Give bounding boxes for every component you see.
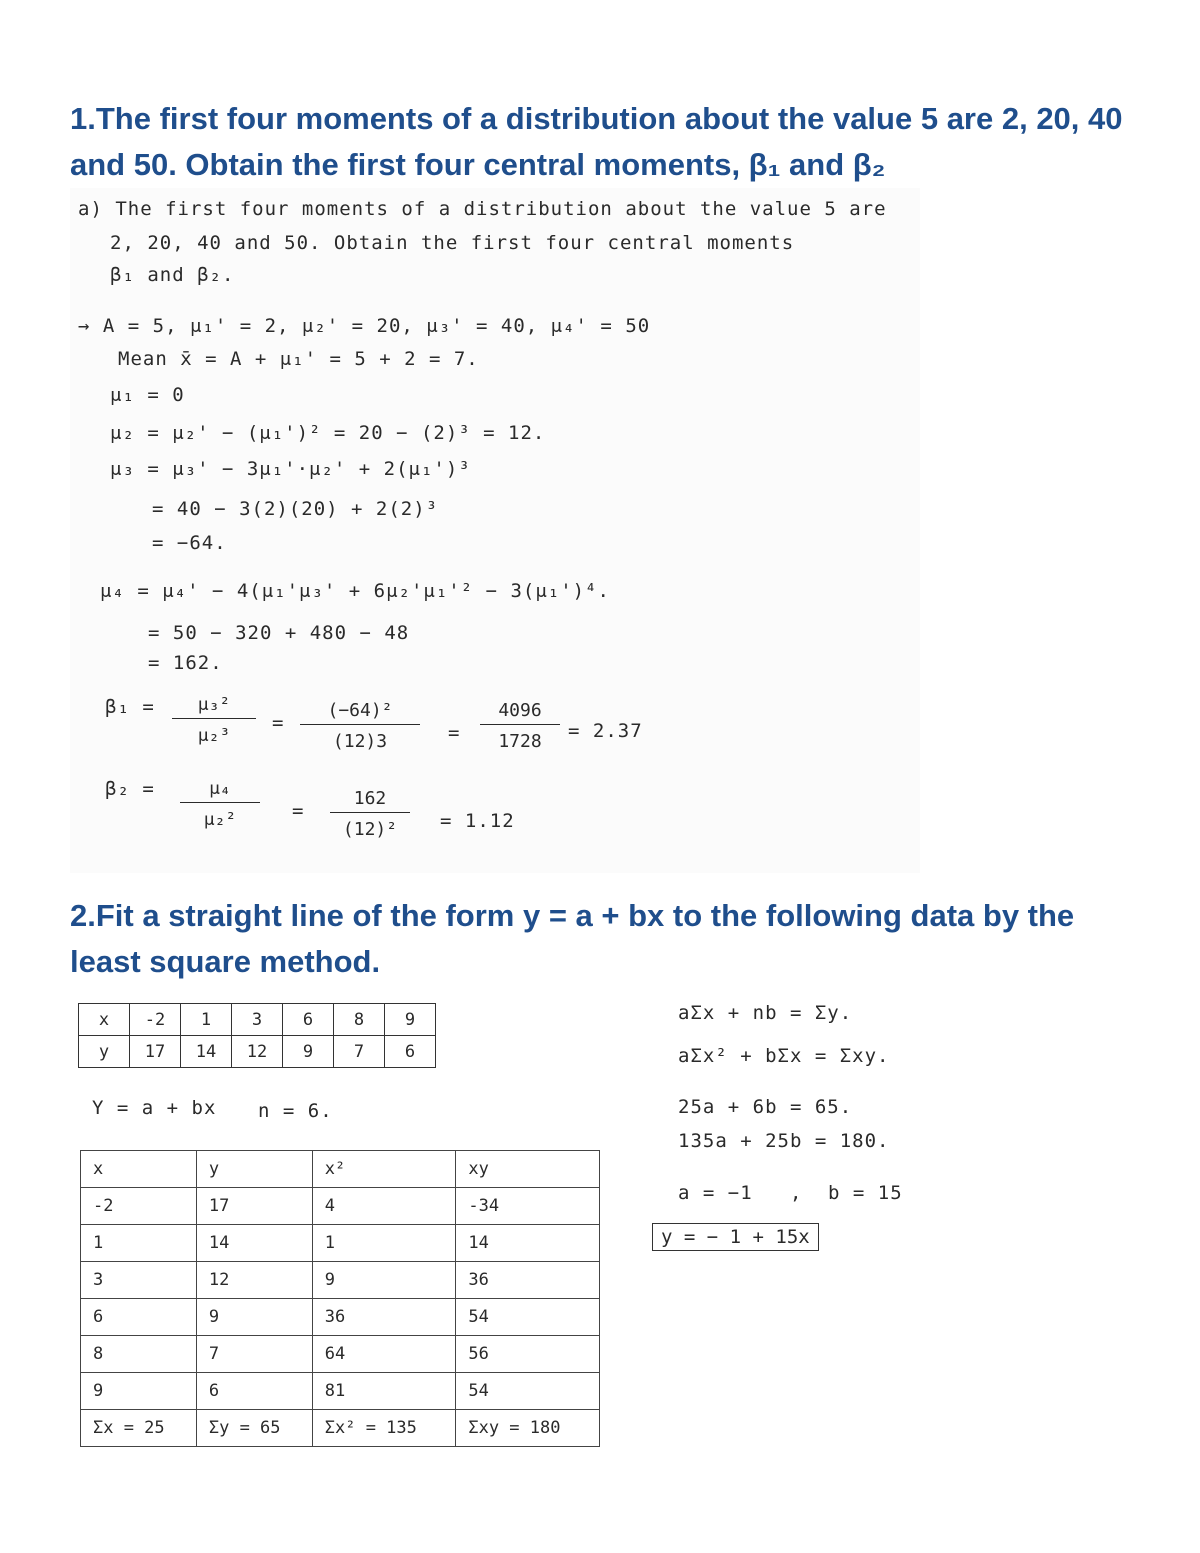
given-values: → A = 5, μ₁' = 2, μ₂' = 20, μ₃' = 40, μ₄' = 50 [78,315,651,337]
x-cell: -2 [130,1004,181,1036]
y-cell: 9 [283,1036,334,1068]
mu4-line2: = 50 − 320 + 480 − 48 [148,622,410,644]
cell-xy: 54 [456,1373,600,1410]
normal-equation-2: aΣx² + bΣx = Σxy. [678,1045,890,1067]
x-cell: 3 [232,1004,283,1036]
x-cell: 6 [283,1004,334,1036]
table-row [81,1299,600,1336]
mu3-line2: = 40 − 3(2)(20) + 2(2)³ [152,498,439,520]
cell-x: 9 [81,1373,197,1410]
cell-y: 9 [196,1299,312,1336]
table-row [81,1336,600,1373]
beta1-fraction-1 [172,694,256,746]
beta1-f3-numerator: 4096 [480,700,560,725]
beta2-f2-numerator: 162 [330,788,410,813]
cell-x: 3 [81,1262,197,1299]
header-x-squared: x² [312,1151,456,1188]
x-header-cell: x [79,1004,130,1036]
beta1-f2-numerator: (−64)² [300,700,420,725]
beta2-f1-denominator: μ₂² [203,809,237,830]
hw-prompt-line2: 2, 20, 40 and 50. Obtain the first four central moments [110,232,795,254]
hw-prompt-line3: β₁ and β₂. [110,264,235,286]
beta1-eq-1: = [272,712,285,734]
solution-a: a = −1 [678,1182,753,1204]
equation-4: 135a + 25b = 180. [678,1130,890,1152]
beta1-eq-2: = [448,722,461,744]
total-xy: Σxy = 180 [456,1410,600,1447]
x-cell: 8 [334,1004,385,1036]
beta1-f2-denominator: (12)3 [332,731,388,752]
table-header-row [81,1151,600,1188]
y-cell: 17 [130,1036,181,1068]
y-cell: 6 [385,1036,436,1068]
cell-x-squared: 81 [312,1373,456,1410]
beta2-fraction-2 [330,788,410,840]
cell-x: -2 [81,1188,197,1225]
header-x: x [81,1151,197,1188]
model-equation: Y = a + bx [92,1097,217,1119]
cell-xy: 36 [456,1262,600,1299]
cell-xy: 54 [456,1299,600,1336]
beta1-f3-denominator: 1728 [498,731,542,752]
cell-x: 1 [81,1225,197,1262]
mu4-line3: = 162. [148,652,223,674]
y-cell: 14 [181,1036,232,1068]
mean-line: Mean x̄ = A + μ₁' = 5 + 2 = 7. [118,348,479,370]
beta2-label: β₂ = [105,778,155,800]
n-value: n = 6. [258,1100,333,1122]
x-cell: 9 [385,1004,436,1036]
cell-xy: -34 [456,1188,600,1225]
beta1-label: β₁ = [105,696,155,718]
cell-y: 14 [196,1225,312,1262]
data-table-small [78,1003,436,1068]
mu3-line3: = −64. [152,532,227,554]
table-row [81,1373,600,1410]
beta1-result: = 2.37 [568,720,643,742]
beta2-f2-denominator: (12)² [342,819,398,840]
beta2-f1-numerator: μ₄ [180,778,260,803]
beta1-fraction-2 [300,700,420,752]
mu2-line: μ₂ = μ₂' − (μ₁')² = 20 − (2)³ = 12. [110,422,546,444]
table-totals-row [81,1410,600,1447]
header-y: y [196,1151,312,1188]
cell-y: 12 [196,1262,312,1299]
q2-heading-line2: least square method. [70,944,381,979]
total-x-squared: Σx² = 135 [312,1410,456,1447]
total-y: Σy = 65 [196,1410,312,1447]
mu3-line1: μ₃ = μ₃' − 3μ₁'·μ₂' + 2(μ₁')³ [110,458,471,480]
cell-y: 7 [196,1336,312,1373]
beta1-f1-denominator: μ₂³ [197,725,231,746]
cell-y: 6 [196,1373,312,1410]
cell-xy: 14 [456,1225,600,1262]
equation-3: 25a + 6b = 65. [678,1096,853,1118]
normal-equation-1: aΣx + nb = Σy. [678,1002,853,1024]
cell-y: 17 [196,1188,312,1225]
beta1-fraction-3 [480,700,560,752]
y-cell: 12 [232,1036,283,1068]
beta1-f1-numerator: μ₃² [172,694,256,719]
data-row-x [79,1004,436,1036]
solution-comma: , [790,1182,803,1204]
cell-x: 6 [81,1299,197,1336]
beta2-eq-1: = [292,800,305,822]
header-xy: xy [456,1151,600,1188]
cell-x-squared: 36 [312,1299,456,1336]
q1-heading-line2: and 50. Obtain the first four central moments, β₁ and β₂ [70,147,886,182]
q2-heading-line1: 2.Fit a straight line of the form y = a + bx to the following data by the [70,898,1075,933]
cell-x-squared: 9 [312,1262,456,1299]
mu4-line1: μ₄ = μ₄' − 4(μ₁'μ₃' + 6μ₂'μ₁'² − 3(μ₁')⁴. [100,580,610,602]
mu1-line: μ₁ = 0 [110,384,185,406]
table-row [81,1225,600,1262]
handwritten-solution-area [70,188,920,873]
beta2-fraction-1 [180,778,260,830]
beta2-result: = 1.12 [440,810,515,832]
cell-x-squared: 1 [312,1225,456,1262]
hw-prompt-line1: a) The first four moments of a distribution about the value 5 are [78,198,887,220]
cell-x-squared: 64 [312,1336,456,1373]
computation-table [80,1150,600,1447]
total-x: Σx = 25 [81,1410,197,1447]
solution-b: b = 15 [828,1182,903,1204]
y-cell: 7 [334,1036,385,1068]
y-header-cell: y [79,1036,130,1068]
table-row [81,1262,600,1299]
x-cell: 1 [181,1004,232,1036]
data-row-y [79,1036,436,1068]
cell-x: 8 [81,1336,197,1373]
cell-xy: 56 [456,1336,600,1373]
final-equation-box: y = − 1 + 15x [652,1223,819,1251]
q1-heading-line1: 1.The first four moments of a distribution about the value 5 are 2, 20, 40 [70,101,1123,136]
cell-x-squared: 4 [312,1188,456,1225]
table-row [81,1188,600,1225]
